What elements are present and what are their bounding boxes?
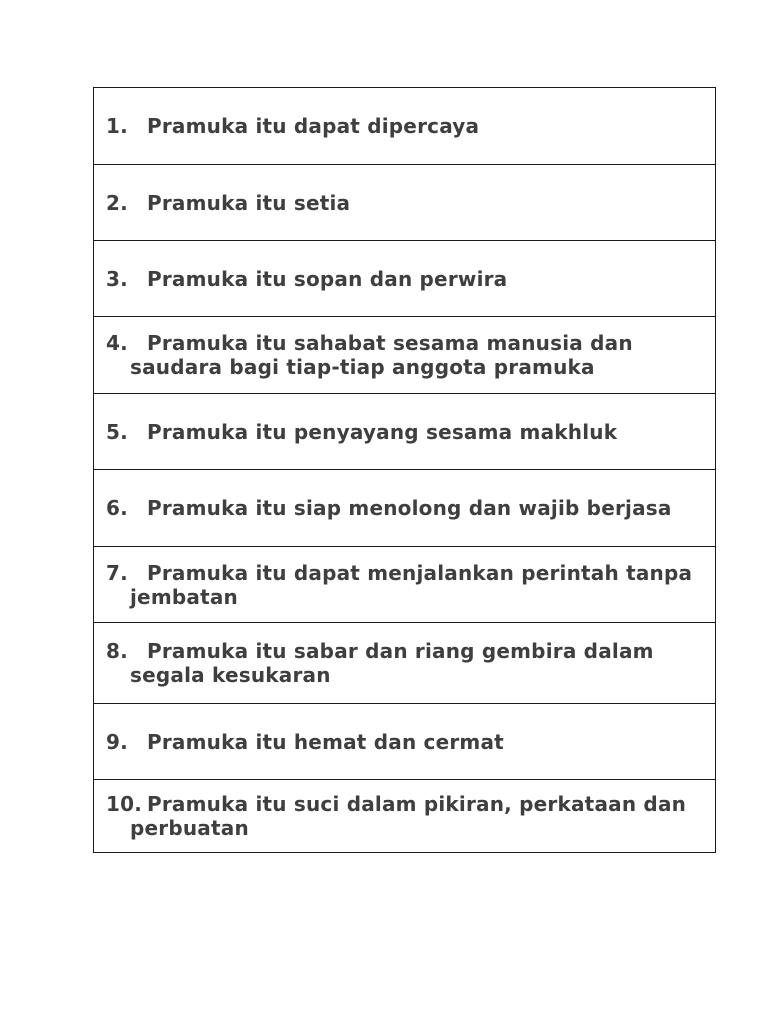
item-number: 9. <box>106 729 128 754</box>
list-item <box>106 496 703 520</box>
item-number: 3. <box>106 266 128 291</box>
list-item <box>106 267 703 291</box>
table-row <box>94 623 716 704</box>
table-cell <box>94 317 716 394</box>
table-row <box>94 470 716 547</box>
table-row <box>94 88 716 165</box>
list-item <box>106 191 703 215</box>
item-text: Pramuka itu sopan dan perwira <box>147 266 508 291</box>
item-text: Pramuka itu sahabat sesama manusia dan saudara bagi tiap-tiap anggota pramuka <box>130 331 633 379</box>
table-cell <box>94 623 716 704</box>
table-cell <box>94 780 716 853</box>
item-number: 5. <box>106 419 128 444</box>
table-cell <box>94 394 716 470</box>
list-item <box>106 420 703 444</box>
list-item <box>106 730 703 754</box>
table-row <box>94 241 716 317</box>
item-text: Pramuka itu setia <box>147 190 351 215</box>
item-number: 1. <box>106 114 128 138</box>
table-row <box>94 317 716 394</box>
table-row <box>94 394 716 470</box>
list-item <box>106 792 703 840</box>
item-number: 6. <box>106 496 128 520</box>
table-cell <box>94 165 716 241</box>
table-row <box>94 165 716 241</box>
item-text: Pramuka itu siap menolong dan wajib berjasa <box>147 496 672 520</box>
item-number: 4. <box>106 331 128 355</box>
item-text: Pramuka itu dapat menjalankan perintah tanpa jembatan <box>130 560 693 609</box>
table-cell <box>94 547 716 623</box>
table-row <box>94 547 716 623</box>
item-text: Pramuka itu sabar dan riang gembira dalam segala kesukaran <box>130 639 654 687</box>
table-cell <box>94 470 716 547</box>
list-item <box>106 639 703 687</box>
table-cell <box>94 241 716 317</box>
list-item <box>106 561 703 609</box>
table-row <box>94 780 716 853</box>
item-text: Pramuka itu suci dalam pikiran, perkataan dan perbuatan <box>130 792 687 840</box>
list-item <box>106 114 703 138</box>
item-number: 8. <box>106 639 128 663</box>
item-text: Pramuka itu dapat dipercaya <box>147 114 480 138</box>
table-cell <box>94 88 716 165</box>
item-text: Pramuka itu penyayang sesama makhluk <box>147 419 618 444</box>
table-row <box>94 704 716 780</box>
item-number: 2. <box>106 190 128 215</box>
item-number: 7. <box>106 560 128 585</box>
dasa-darma-table <box>93 87 716 853</box>
item-number: 10. <box>106 792 143 816</box>
item-text: Pramuka itu hemat dan cermat <box>147 729 504 754</box>
list-item <box>106 331 703 379</box>
table-cell <box>94 704 716 780</box>
